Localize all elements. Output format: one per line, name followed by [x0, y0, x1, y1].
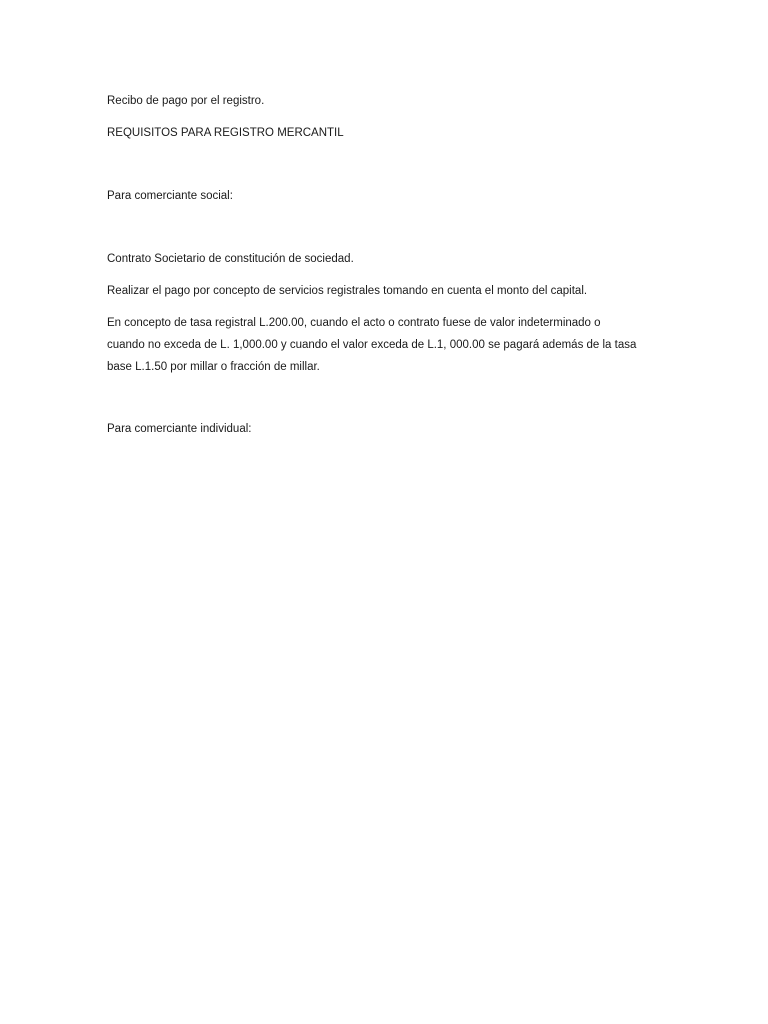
fee-line-3: base L.1.50 por millar o fracción de millar. [107, 361, 320, 373]
fee-line-1: En concepto de tasa registral L.200.00, cuando el acto o contrato fuese de valor indeterminado o [107, 317, 601, 329]
contract-item: Contrato Societario de constitución de sociedad. [107, 253, 354, 265]
receipt-line: Recibo de pago por el registro. [107, 95, 265, 107]
section-social-heading: Para comerciante social: [107, 190, 233, 202]
requirements-heading: REQUISITOS PARA REGISTRO MERCANTIL [107, 127, 344, 139]
fee-paragraph [107, 312, 667, 378]
payment-item: Realizar el pago por concepto de servicios registrales tomando en cuenta el monto del capital. [107, 285, 588, 297]
section-individual-heading: Para comerciante individual: [107, 423, 252, 435]
fee-line-2: cuando no exceda de L. 1,000.00 y cuando el valor exceda de L.1, 000.00 se pagará además de la tasa [107, 339, 637, 351]
